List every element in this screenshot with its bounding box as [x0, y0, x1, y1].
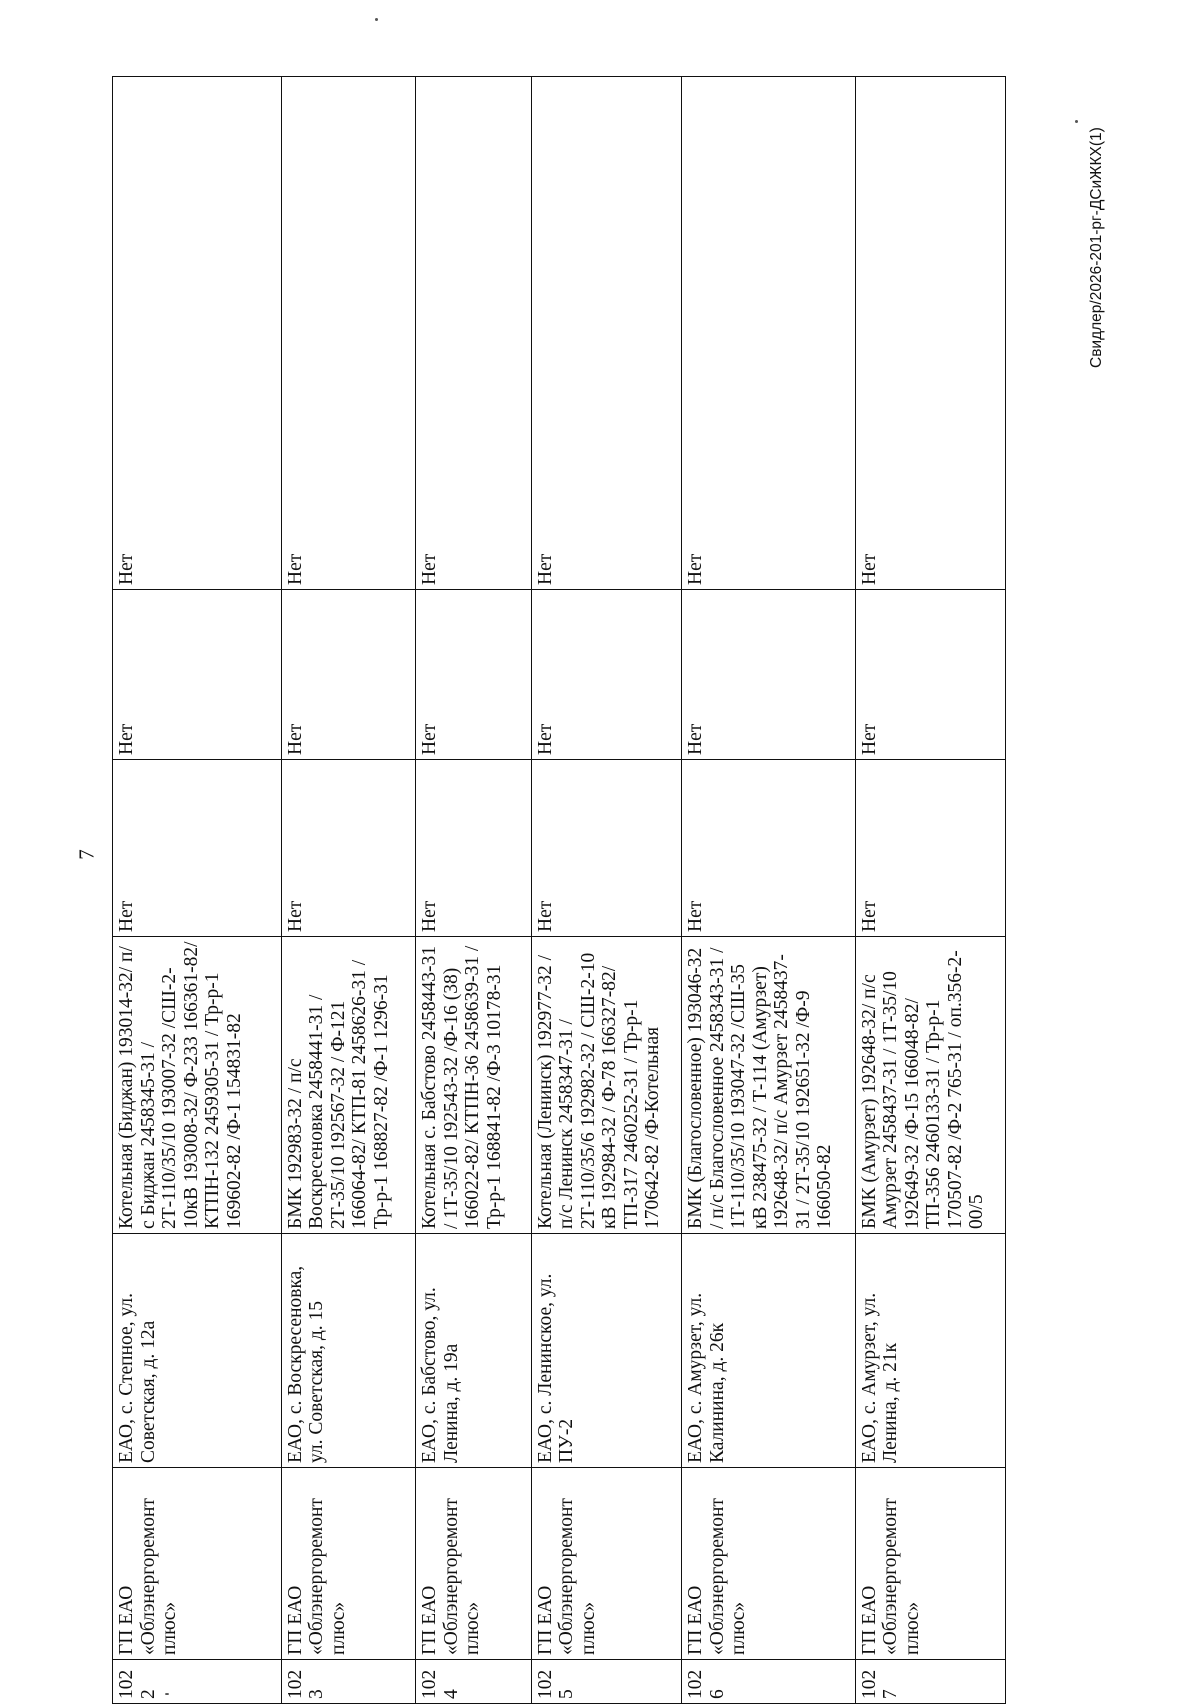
status-cell-1: Нет: [531, 760, 681, 937]
organization-cell: ГП ЕАО «Облэнергоремонт плюс»: [113, 1468, 282, 1660]
table-row: [113, 77, 282, 1704]
page-number: 7: [74, 849, 99, 860]
status-cell-2: Нет: [416, 590, 532, 760]
status-cell-3: Нет: [113, 77, 282, 590]
scan-speck: [1075, 120, 1078, 123]
table-row: [416, 77, 532, 1704]
table-container: [112, 77, 1006, 1704]
status-cell-2: Нет: [855, 590, 1005, 760]
address-cell: ЕАО, с. Амурзет, ул. Калинина, д. 26к: [682, 1234, 856, 1468]
status-cell-3: Нет: [531, 77, 681, 590]
organization-cell: ГП ЕАО «Облэнергоремонт плюс»: [281, 1468, 415, 1660]
route-cell: Котельная (Ленинск) 192977-32 / п/с Ленинск 2458347-31 / 2Т-110/35/6 192982-32 / СШ-2-10 кВ 192984-32 / Ф-78 166327-82/ ТП-317 2460252-31 / Тр-р-1 170642-82 /Ф-Котельная: [531, 937, 681, 1234]
row-number: 1027: [855, 1660, 1005, 1704]
organization-cell: ГП ЕАО «Облэнергоремонт плюс»: [682, 1468, 856, 1660]
route-cell: Котельная с. Бабстово 2458443-31 / 1Т-35/10 192543-32 /Ф-16 (38) 166022-82/ КТПН-36 2458639-31 / Тр-р-1 168841-82 /Ф-3 10178-31: [416, 937, 532, 1234]
rotated-table-frame: [112, 77, 1006, 1704]
table-row: [682, 77, 856, 1704]
status-cell-3: Нет: [855, 77, 1005, 590]
row-number: 1023: [281, 1660, 415, 1704]
document-code-text: Свидлер/2026-201-рг-ДСиЖКХ(1): [1088, 127, 1105, 368]
status-cell-2: Нет: [531, 590, 681, 760]
organization-cell: ГП ЕАО «Облэнергоремонт плюс»: [531, 1468, 681, 1660]
organization-cell: ГП ЕАО «Облэнергоремонт плюс»: [416, 1468, 532, 1660]
table-row: [531, 77, 681, 1704]
status-cell-1: Нет: [855, 760, 1005, 937]
route-cell: БМК 192983-32 / п/с Воскресеновка 2458441-31 / 2Т-35/10 192567-32 / Ф-121 166064-82/ КТП-81 2458626-31 / Тр-р-1 168827-82 /Ф-1 1296-31: [281, 937, 415, 1234]
row-number: 1026: [682, 1660, 856, 1704]
table-row: [855, 77, 1005, 1704]
route-cell: БМК (Амурзет) 192648-32/ п/с Амурзет 2458437-31 / 1Т-35/10 192649-32 /Ф-15 166048-82/ ТП-356 2460133-31 / Тр-р-1 170507-82 /Ф-2 765-31 / оп.356-2-00/5: [855, 937, 1005, 1234]
status-cell-1: Нет: [281, 760, 415, 937]
status-cell-1: Нет: [682, 760, 856, 937]
row-number: 1025: [531, 1660, 681, 1704]
status-cell-3: Нет: [416, 77, 532, 590]
row-number: 1022: [113, 1660, 282, 1704]
status-cell-2: Нет: [113, 590, 282, 760]
status-cell-3: Нет: [682, 77, 856, 590]
status-cell-2: Нет: [281, 590, 415, 760]
address-cell: ЕАО, с. Амурзет, ул. Ленина, д. 21к: [855, 1234, 1005, 1468]
address-cell: ЕАО, с. Степное, ул. Советская, д. 12а: [113, 1234, 282, 1468]
status-cell-2: Нет: [682, 590, 856, 760]
status-cell-1: Нет: [113, 760, 282, 937]
status-cell-3: Нет: [281, 77, 415, 590]
address-cell: ЕАО, с. Ленинское, ул. ПУ-2: [531, 1234, 681, 1468]
route-cell: БМК (Благословенное) 193046-32 / п/с Благословенное 2458343-31 / 1Т-110/35/10 193047-32 /СШ-35 кВ 238475-32 / Т-114 (Амурзет) 192648-32/ п/с Амурзет 2458437-31 / 2Т-35/10 192651-32 /Ф-9 166050-82: [682, 937, 856, 1234]
organization-cell: ГП ЕАО «Облэнергоремонт плюс»: [855, 1468, 1005, 1660]
address-cell: ЕАО, с. Бабстово, ул. Ленина, д. 19а: [416, 1234, 532, 1468]
scan-speck: [165, 1693, 169, 1695]
table-row: [281, 77, 415, 1704]
row-number: 1024: [416, 1660, 532, 1704]
address-cell: ЕАО, с. Воскресеновка, ул. Советская, д. 15: [281, 1234, 415, 1468]
route-cell: Котельная (Биджан) 193014-32/ п/с Биджан 2458345-31 / 2Т-110/35/10 193007-32 /СШ-2-10кВ 193008-32/ Ф-233 166361-82/ КТПН-132 2459305-31 / Тр-р-1 169602-82 /Ф-1 154831-82: [113, 937, 282, 1234]
data-table: [112, 76, 1006, 1704]
scan-speck: [375, 18, 378, 21]
status-cell-1: Нет: [416, 760, 532, 937]
